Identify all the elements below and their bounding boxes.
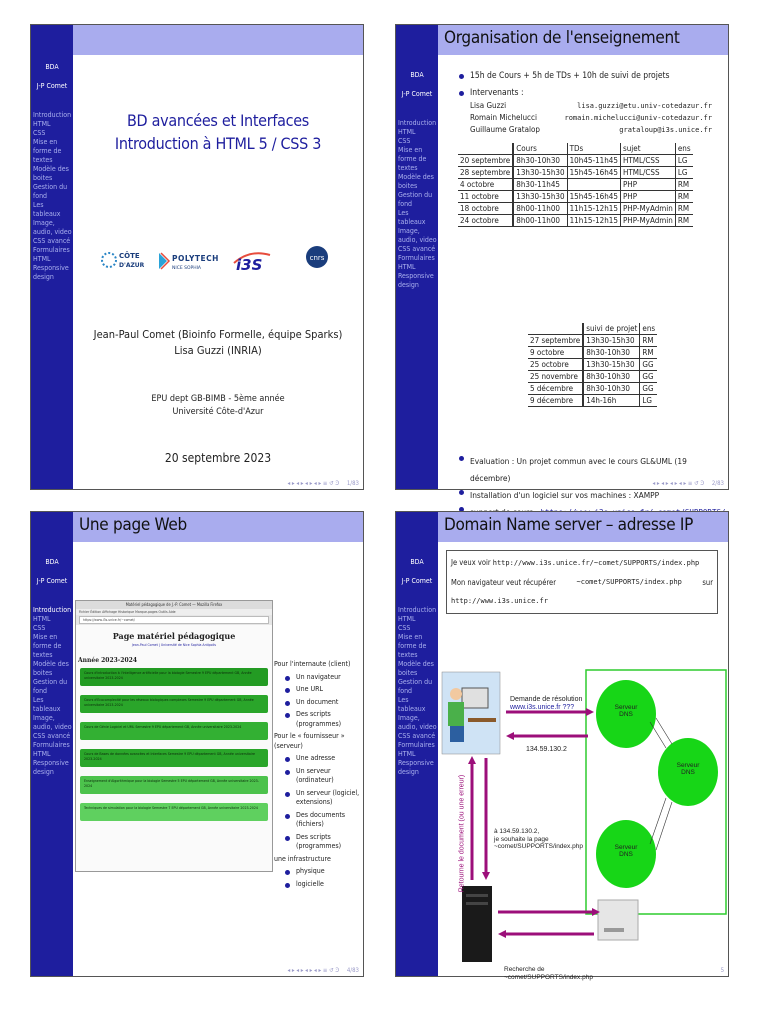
table-cell: 8h30-10h30 xyxy=(583,347,640,359)
course-box[interactable]: Enseignement d'Algorithmique pour la biologie Semestre 5 EPU département GB, Année universitaire 2023-2024 xyxy=(80,776,268,794)
browser-screenshot xyxy=(75,600,273,872)
http-request-line-3: ~comet/SUPPORTS/index.php xyxy=(494,843,583,850)
dns-server-3-label: Serveur DNS xyxy=(614,844,638,858)
sidebar xyxy=(396,55,438,489)
sidebar-item[interactable]: Image, audio, video xyxy=(33,714,72,731)
table-cell: 13h30-15h30 xyxy=(513,167,567,179)
list-item: Un serveur (ordinateur) xyxy=(282,767,370,786)
sidebar-item[interactable]: Les tableaux xyxy=(33,201,61,218)
list-item: Des documents (fichiers) xyxy=(282,811,370,830)
table-cell: 8h30-10h30 xyxy=(513,155,567,167)
web-page-subtitle: Jean-Paul Comet | Université de Nice Sophia Antipolis xyxy=(132,643,216,647)
project-schedule-table xyxy=(528,323,657,407)
table-cell: 15h45-16h45 xyxy=(567,191,620,203)
search-line-1: Recherche de xyxy=(504,966,545,973)
sidebar-item[interactable]: Gestion du fond xyxy=(398,678,433,695)
table-cell: 4 octobre xyxy=(458,179,513,191)
http-request-label xyxy=(494,828,583,851)
browser-url-bar xyxy=(76,615,272,625)
sidebar-item[interactable]: HTML xyxy=(398,128,416,136)
sidebar-item[interactable]: CSS avancé xyxy=(398,732,436,740)
table-cell: 9 décembre xyxy=(528,395,583,407)
sidebar-item[interactable]: Les tableaux xyxy=(398,696,426,713)
disk-icon xyxy=(598,900,638,940)
i3s-logo xyxy=(230,243,276,279)
sidebar-item[interactable]: Formulaires HTML xyxy=(398,741,435,758)
server-heading: Pour le « fournisseur » (serveur) xyxy=(274,732,345,750)
slide-body xyxy=(438,542,728,981)
sidebar-item[interactable]: CSS avancé xyxy=(398,245,436,253)
table-cell: 20 septembre xyxy=(458,155,513,167)
table-cell: LG xyxy=(642,396,652,405)
table-cell: HTML/CSS xyxy=(620,167,675,179)
table-cell: RM xyxy=(677,192,690,201)
sidebar-author: J-P Comet xyxy=(401,90,433,98)
svg-text:CÔTE: CÔTE xyxy=(119,252,140,260)
list-item: Une URL xyxy=(282,685,370,695)
infra-list xyxy=(274,867,370,889)
table-cell: RM xyxy=(642,348,654,357)
request-line-1 xyxy=(451,553,713,573)
university: Université Côte-d'Azur xyxy=(172,407,264,417)
intervenant-row xyxy=(470,112,712,124)
client-heading: Pour l'internaute (client) xyxy=(274,660,351,668)
table-cell: PHP xyxy=(620,191,675,203)
slide-body xyxy=(73,542,363,976)
cnrs-logo-mark xyxy=(305,245,329,269)
server-list xyxy=(274,754,370,852)
dns-request-text: Demande de résolution xyxy=(510,696,583,703)
intervenant-row xyxy=(470,124,712,136)
course-schedule-table xyxy=(458,143,693,227)
table-cell: 8h00-11h00 xyxy=(513,215,567,227)
sidebar-item[interactable]: Image, audio, video xyxy=(33,219,72,236)
table-cell: 24 octobre xyxy=(458,215,513,227)
table-header: suivi de projet xyxy=(583,323,640,335)
table-header xyxy=(528,323,583,335)
table-row xyxy=(458,191,693,203)
list-item: physique xyxy=(282,867,370,877)
polytech-logo-mark xyxy=(157,249,217,273)
intervenant-email: lisa.guzzi@etu.univ-cotedazur.fr xyxy=(577,102,712,110)
table-row xyxy=(458,215,693,227)
cnrs-logo xyxy=(305,245,329,273)
browser-menu-bar: Fichier Édition Affichage Historique Marque-pages Outils Aide xyxy=(76,609,272,615)
request-path: ~comet/SUPPORTS/index.php xyxy=(576,578,682,586)
table-row xyxy=(458,155,693,167)
install-bullet: Installation d'un logiciel sur vos machines : XAMPP xyxy=(456,487,724,504)
table-header: ens xyxy=(677,144,691,153)
hours-bullet: 15h de Cours + 5h de TDs + 10h de suivi de projets xyxy=(456,71,670,81)
sidebar-item[interactable]: Introduction xyxy=(33,606,72,614)
table-header-row xyxy=(458,143,693,155)
sidebar-item[interactable]: Modèle des boites xyxy=(33,660,69,677)
sidebar-item[interactable]: Les tableaux xyxy=(33,696,61,713)
course-schedule-rows xyxy=(458,155,693,227)
table-row xyxy=(458,179,693,191)
sidebar-top: BDA xyxy=(410,71,424,79)
sidebar-item[interactable]: Gestion du fond xyxy=(398,191,433,208)
dns-server-1-label: Serveur DNS xyxy=(614,704,638,718)
sidebar-author: J-P Comet xyxy=(401,577,433,585)
dns-domain-text: www.i3s.unice.fr ??? xyxy=(510,704,575,711)
svg-text:cnrs: cnrs xyxy=(309,254,325,262)
intervenant-email: romain.michelucci@univ-cotedazur.fr xyxy=(564,114,712,122)
frame-title-bar xyxy=(31,512,363,542)
dns-link-arrow xyxy=(650,798,666,844)
polytech-logo xyxy=(157,249,217,277)
sidebar-item[interactable]: Introduction xyxy=(33,111,72,119)
table-cell: PHP-MyAdmin xyxy=(620,215,675,227)
browser-title-bar: Matériel pédagogique de J.-P. Comet — Mozilla Firefox xyxy=(76,601,272,609)
frame-title: Organisation de l'enseignement xyxy=(444,28,680,48)
request-prefix: Je veux voir xyxy=(451,558,493,567)
slide-footer xyxy=(287,967,359,974)
frame-title: Une page Web xyxy=(79,515,187,535)
table-cell: 8h30-11h45 xyxy=(513,179,567,191)
cote-azur-logo-mark xyxy=(101,247,145,273)
client-list xyxy=(274,673,370,730)
table-cell: 13h30-15h30 xyxy=(583,359,640,371)
nav-symbols[interactable]: ◂ ▸ ◂ ▸ ◂ ▸ ◂ ▸ ≡ ↺ Ͽ xyxy=(287,967,340,974)
sidebar-item[interactable]: Image, audio, video xyxy=(398,714,437,731)
sidebar-item[interactable]: Formulaires HTML xyxy=(33,741,70,758)
course-box[interactable]: Cours d'Ecocomplexité pour les réseaux biologiques complexes Semestre 9 EPU département GB, Année universitaire 2023-2024 xyxy=(80,695,268,713)
sidebar-item[interactable]: CSS xyxy=(398,624,411,632)
author-line-2: Lisa Guzzi (INRIA) xyxy=(174,344,262,357)
intervenant-name: Romain Michelucci xyxy=(470,113,537,122)
request-host: http://www.i3s.unice.fr xyxy=(451,597,548,605)
i3s-logo-mark xyxy=(230,243,276,275)
frame-title-bar xyxy=(396,25,728,55)
table-row xyxy=(528,347,657,359)
table-cell: HTML/CSS xyxy=(620,155,675,167)
slide-body xyxy=(73,55,363,489)
table-cell: 8h30-10h30 xyxy=(583,383,640,395)
table-header: Cours xyxy=(513,143,567,155)
nav-symbols[interactable]: ◂ ▸ ◂ ▸ ◂ ▸ ◂ ▸ ≡ ↺ Ͽ xyxy=(652,480,705,487)
table-header: TDs xyxy=(567,143,620,155)
slide-footer xyxy=(652,480,724,487)
frame-title: Domain Name server – adresse IP xyxy=(444,515,693,535)
table-cell: PHP-MyAdmin xyxy=(620,203,675,215)
table-header-row xyxy=(528,323,657,335)
list-item: Un serveur (logiciel, extensions) xyxy=(282,789,370,808)
web-page-year: Année 2023-2024 xyxy=(78,657,137,664)
dns-diagram xyxy=(438,622,728,976)
table-cell: 5 décembre xyxy=(528,383,583,395)
sidebar-item[interactable]: Gestion du fond xyxy=(33,678,68,695)
table-row xyxy=(528,395,657,407)
page-number: 4/83 xyxy=(346,967,359,974)
sidebar-nav xyxy=(396,606,438,777)
table-cell xyxy=(567,179,620,191)
table-header: ens xyxy=(642,324,656,333)
sidebar xyxy=(31,542,73,976)
course-box[interactable]: Cours de Bases de données avancées et Interfaces Semestre 9 EPU département GB, Année universitaire 2023-2024 xyxy=(80,749,268,767)
table-cell: 25 octobre xyxy=(528,359,583,371)
sidebar-item[interactable]: HTML xyxy=(33,615,51,623)
table-header: sujet xyxy=(620,143,675,155)
page-number: 1/83 xyxy=(346,480,359,487)
sidebar xyxy=(31,55,73,489)
page-number: 2/83 xyxy=(711,480,724,487)
table-cell: 11h15-12h15 xyxy=(567,203,620,215)
search-label xyxy=(504,966,593,981)
search-line-2: ~comet/SUPPORTS/index.php xyxy=(504,973,593,981)
sidebar-top: BDA xyxy=(45,558,59,566)
list-item: Des scripts (programmes) xyxy=(282,710,370,729)
sidebar-item[interactable]: HTML xyxy=(398,615,416,623)
intervenants-list xyxy=(470,100,712,136)
intervenant-row xyxy=(470,100,712,112)
http-request-line-2: je souhaite la page xyxy=(494,835,549,843)
intervenant-email: grataloup@i3s.unice.fr xyxy=(619,126,712,134)
request-url: http://www.i3s.unice.fr/~comet/SUPPORTS/index.php xyxy=(492,559,700,567)
sidebar-item[interactable]: Responsive design xyxy=(398,759,434,776)
request-line-2 xyxy=(451,573,713,592)
sidebar-item[interactable]: CSS xyxy=(398,137,411,145)
list-item: Une adresse xyxy=(282,754,370,764)
web-server-icon xyxy=(462,886,492,962)
slide-body xyxy=(438,55,728,500)
slide-organisation xyxy=(395,24,729,500)
table-cell: 27 septembre xyxy=(528,335,583,347)
slide-footer xyxy=(715,967,724,974)
table-cell: 13h30-15h30 xyxy=(583,335,640,347)
infra-heading: une infrastructure xyxy=(274,854,331,863)
sidebar-top: BDA xyxy=(45,63,59,71)
table-cell: LG xyxy=(677,156,688,165)
request-box xyxy=(446,550,718,614)
table-cell: 10h45-11h45 xyxy=(567,155,620,167)
table-row xyxy=(528,371,657,383)
course-box[interactable]: Techniques de simulation pour la biologie Semestre 7 EPU département GB, Année universitaire 2023-2024 xyxy=(80,803,268,821)
project-schedule-rows xyxy=(528,335,657,407)
frame-title-bar xyxy=(31,25,363,55)
http-request-line-1: à 134.59.130.2, xyxy=(494,828,540,835)
table-cell: 13h30-15h30 xyxy=(513,191,567,203)
svg-text:i3S: i3S xyxy=(236,256,263,274)
page-number: 5 xyxy=(720,967,724,974)
sidebar-author: J-P Comet xyxy=(36,577,68,585)
table-row xyxy=(458,203,693,215)
list-item: Des scripts (programmes) xyxy=(282,833,370,852)
course-list xyxy=(76,668,272,821)
sidebar-item[interactable]: Responsive design xyxy=(398,272,434,289)
evaluation-bullet: Evaluation : Un projet commun avec le cours GL&UML (19 décembre) xyxy=(456,453,724,487)
sidebar-item[interactable]: Gestion du fond xyxy=(33,183,68,200)
table-cell: 15h45-16h45 xyxy=(567,167,620,179)
sidebar-item[interactable]: Mise en forme de textes xyxy=(33,138,62,164)
return-doc-label: Retourne le document (ou une erreur) xyxy=(458,774,466,893)
sidebar-item[interactable]: Mise en forme de textes xyxy=(33,633,62,659)
sidebar-item[interactable]: Responsive design xyxy=(33,759,69,776)
dns-request-label xyxy=(510,696,582,712)
presentation-date: 20 septembre 2023 xyxy=(164,451,272,465)
sidebar-item[interactable]: Modèle des boites xyxy=(398,173,434,190)
sidebar-nav xyxy=(31,111,73,282)
table-cell: 14h-16h xyxy=(583,395,640,407)
sidebar-item[interactable]: Les tableaux xyxy=(398,209,426,226)
web-page-heading: Page matériel pédagogique xyxy=(112,631,236,641)
sidebar xyxy=(396,542,438,976)
table-row xyxy=(458,167,693,179)
table-cell: RM xyxy=(677,180,690,189)
cote-azur-logo xyxy=(101,247,145,277)
table-row xyxy=(528,359,657,371)
list-item: logicielle xyxy=(282,880,370,890)
table-row xyxy=(528,335,657,347)
table-cell: LG xyxy=(677,168,688,177)
frame-title-bar xyxy=(396,512,728,542)
sidebar-item[interactable]: Mise en forme de textes xyxy=(398,633,427,659)
presentation-subtitle: Introduction à HTML 5 / CSS 3 xyxy=(114,134,322,153)
sidebar-item[interactable]: HTML xyxy=(33,120,51,128)
table-cell: 11 octobre xyxy=(458,191,513,203)
user-computer-icon xyxy=(442,672,500,754)
dns-link-arrow xyxy=(656,718,672,744)
slide-dns xyxy=(395,511,729,981)
table-cell: 28 septembre xyxy=(458,167,513,179)
svg-text:POLYTECH: POLYTECH xyxy=(172,254,219,263)
table-cell: GG xyxy=(642,360,654,369)
table-cell: 18 octobre xyxy=(458,203,513,215)
slide-web-page xyxy=(30,511,364,977)
sidebar-item[interactable]: CSS avancé xyxy=(33,732,71,740)
table-row xyxy=(528,383,657,395)
intervenant-name: Lisa Guzzi xyxy=(470,101,507,110)
intervenants-bullet: Intervenants : xyxy=(456,88,524,98)
browser-address[interactable]: https://www.i3s.unice.fr/~comet/ xyxy=(79,616,269,624)
web-components-list xyxy=(274,660,370,892)
author-line-1: Jean-Paul Comet (Bioinfo Formelle, équipe Sparks) xyxy=(93,328,343,341)
sidebar-item[interactable]: Introduction xyxy=(398,119,437,127)
sidebar-item[interactable]: Formulaires HTML xyxy=(398,254,435,271)
request-sur: sur xyxy=(702,578,713,587)
sidebar-author: J-P Comet xyxy=(36,82,68,90)
table-cell: 8h30-10h30 xyxy=(583,371,640,383)
sidebar-item[interactable]: CSS xyxy=(33,624,46,632)
table-cell: RM xyxy=(642,336,654,345)
table-cell: 11h15-12h15 xyxy=(567,215,620,227)
department: EPU dept GB-BIMB - 5ème année xyxy=(151,394,285,404)
sidebar-item[interactable]: Modèle des boites xyxy=(33,165,69,182)
sidebar-item[interactable]: Formulaires HTML xyxy=(33,246,70,263)
table-cell: RM xyxy=(677,216,690,225)
dns-link-arrow xyxy=(650,722,666,748)
table-header xyxy=(458,143,513,155)
course-box[interactable]: Cours de Génie Logiciel et UML Semestre 9 EPU département GB, Année universitaire 2023-2024 xyxy=(80,722,268,740)
table-cell: RM xyxy=(677,204,690,213)
slide-footer xyxy=(287,480,359,487)
svg-text:NICE SOPHIA: NICE SOPHIA xyxy=(172,266,202,271)
table-cell: GG xyxy=(642,372,654,381)
logos-row xyxy=(73,239,363,279)
presentation-title: BD avancées et Interfaces xyxy=(126,111,310,130)
slide-title xyxy=(30,24,364,490)
nav-symbols[interactable]: ◂ ▸ ◂ ▸ ◂ ▸ ◂ ▸ ≡ ↺ Ͽ xyxy=(287,480,340,487)
table-cell: PHP xyxy=(620,179,675,191)
sidebar-item[interactable]: Introduction xyxy=(398,606,437,614)
course-box[interactable]: Cours d'introduction à l'intelligence artificielle pour la biologie Semestre 9 EPU département GB, Année universitaire 2023-2024 xyxy=(80,668,268,686)
sidebar-top: BDA xyxy=(410,558,424,566)
sidebar-item[interactable]: Image, audio, video xyxy=(398,227,437,244)
dns-server-2-label: Serveur DNS xyxy=(676,762,700,776)
sidebar-item[interactable]: Modèle des boites xyxy=(398,660,434,677)
dns-link-arrow xyxy=(656,802,672,850)
list-item: Un document xyxy=(282,698,370,708)
sidebar-nav xyxy=(396,119,438,290)
list-item: Un navigateur xyxy=(282,673,370,683)
sidebar-item[interactable]: CSS xyxy=(33,129,46,137)
sidebar-item[interactable]: CSS avancé xyxy=(33,237,71,245)
request-browser-text: Mon navigateur veut récupérer xyxy=(451,578,556,587)
table-cell: GG xyxy=(642,384,654,393)
sidebar-nav xyxy=(31,606,73,777)
sidebar-item[interactable]: Responsive design xyxy=(33,264,69,281)
table-cell: 9 octobre xyxy=(528,347,583,359)
svg-text:D'AZUR: D'AZUR xyxy=(119,262,145,269)
table-cell: 25 novembre xyxy=(528,371,583,383)
ip-answer-label: 134.59.130.2 xyxy=(526,746,567,753)
intervenant-name: Guillaume Gratalop xyxy=(470,125,540,134)
table-cell: 8h00-11h00 xyxy=(513,203,567,215)
sidebar-item[interactable]: Mise en forme de textes xyxy=(398,146,427,172)
